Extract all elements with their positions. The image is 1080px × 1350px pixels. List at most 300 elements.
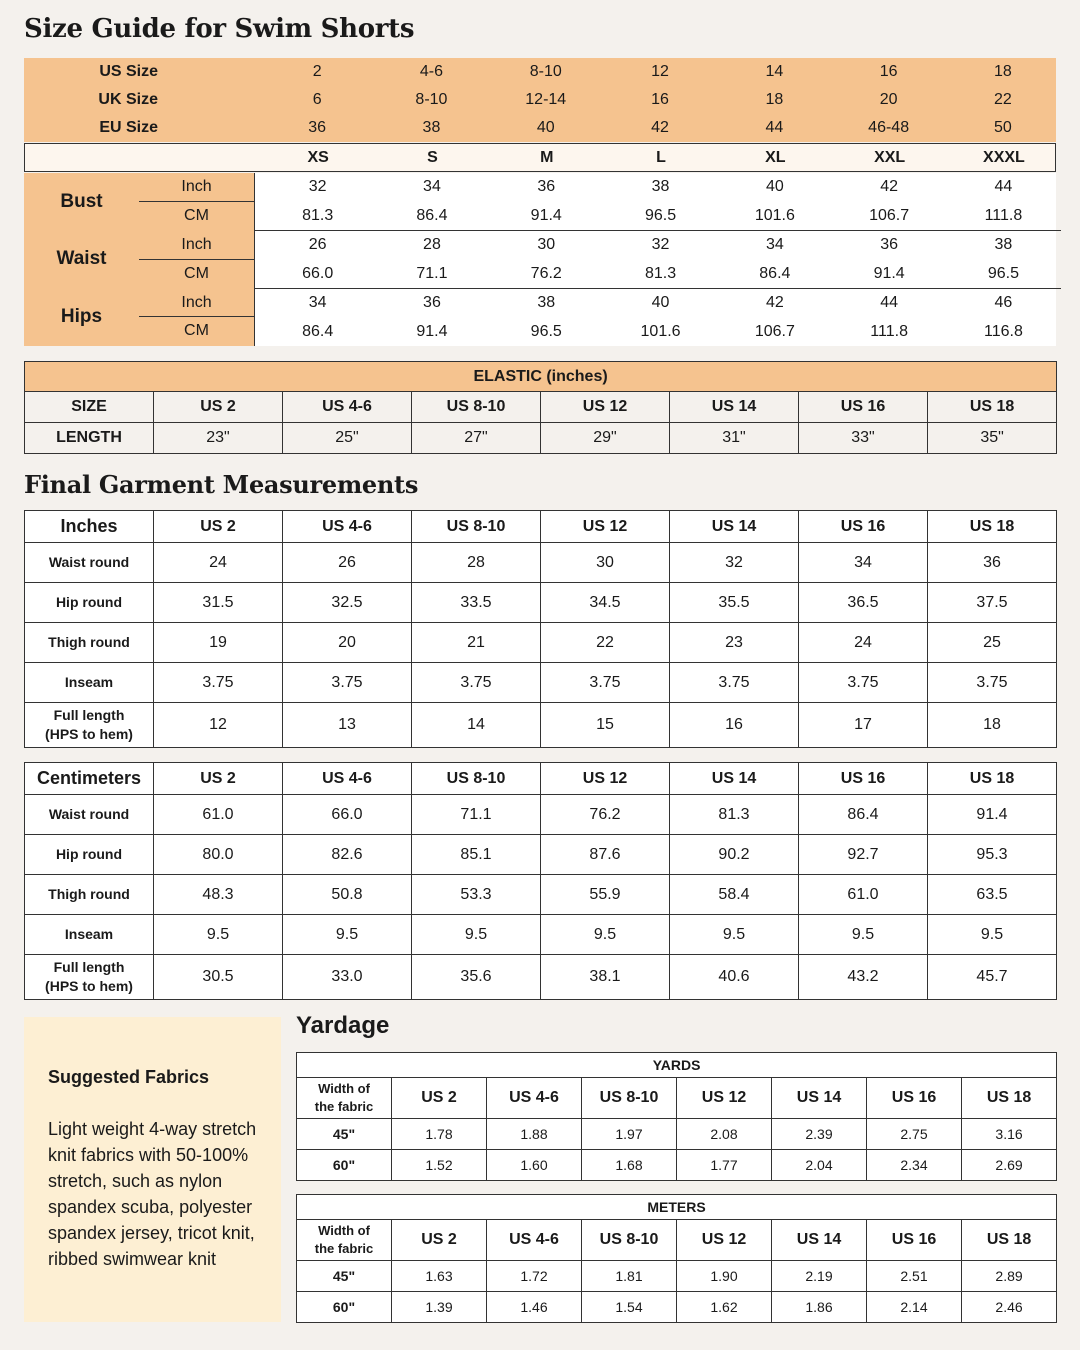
value-cell: 42 bbox=[765, 294, 784, 312]
length-cell: 29" bbox=[541, 423, 670, 454]
value-cell: 36 bbox=[928, 543, 1057, 583]
size-conversion-table bbox=[24, 58, 1056, 142]
table-row bbox=[25, 915, 1057, 955]
us-size-label: US Size bbox=[99, 63, 158, 80]
value-cell: 36 bbox=[537, 178, 556, 196]
size-header: US 14 bbox=[670, 763, 799, 795]
cm-label: CM bbox=[184, 264, 209, 282]
value-cell: 111.8 bbox=[870, 322, 908, 340]
header-row bbox=[25, 763, 1057, 795]
us-size-cell: 14 bbox=[765, 63, 784, 80]
size-header: US 8-10 bbox=[582, 1220, 677, 1261]
length-cell: 35" bbox=[928, 423, 1057, 454]
length-cell: 33" bbox=[799, 423, 928, 454]
letter-size-row bbox=[24, 143, 1056, 172]
value-cell: 1.60 bbox=[487, 1150, 582, 1181]
length-cell: 31" bbox=[670, 423, 799, 454]
uk-size-cell: 20 bbox=[879, 91, 898, 108]
value-cell: 2.51 bbox=[867, 1261, 962, 1292]
row-label: Hip round bbox=[25, 835, 154, 875]
value-cell: 91.4 bbox=[416, 322, 448, 340]
value-cell: 85.1 bbox=[412, 835, 541, 875]
size-header: US 16 bbox=[867, 1078, 962, 1119]
size-header: US 14 bbox=[670, 511, 799, 543]
value-cell: 32 bbox=[308, 178, 327, 196]
value-cell: 80.0 bbox=[154, 835, 283, 875]
value-cell: 55.9 bbox=[541, 875, 670, 915]
value-cell: 81.3 bbox=[261, 201, 375, 230]
value-cell: 43.2 bbox=[799, 955, 928, 1000]
value-cell: 3.75 bbox=[799, 663, 928, 703]
value-cell: 9.5 bbox=[283, 915, 412, 955]
value-cell: 48.3 bbox=[154, 875, 283, 915]
table-row bbox=[297, 1150, 1057, 1181]
value-cell: 81.3 bbox=[603, 259, 717, 288]
table-row bbox=[25, 623, 1057, 663]
measurement-values bbox=[254, 173, 1056, 346]
value-cell: 24 bbox=[154, 543, 283, 583]
row-label bbox=[25, 703, 154, 748]
size-header: US 2 bbox=[392, 1220, 487, 1261]
inch-label: Inch bbox=[181, 178, 212, 196]
value-cell: 2.14 bbox=[867, 1292, 962, 1323]
value-cell: 3.75 bbox=[154, 663, 283, 703]
value-cell: 34 bbox=[423, 178, 441, 196]
table-row bbox=[25, 543, 1057, 583]
value-cell: 23 bbox=[670, 623, 799, 663]
value-cell: 34 bbox=[799, 543, 928, 583]
row-label: Inseam bbox=[25, 915, 154, 955]
value-cell: 2.46 bbox=[962, 1292, 1057, 1323]
value-cell: 1.54 bbox=[582, 1292, 677, 1323]
value-cell: 95.3 bbox=[928, 835, 1057, 875]
value-cell: 3.75 bbox=[670, 663, 799, 703]
letter-size-cell: XL bbox=[765, 148, 786, 166]
size-header: US 18 bbox=[928, 392, 1057, 423]
size-header: US 8-10 bbox=[412, 763, 541, 795]
value-cell: 9.5 bbox=[412, 915, 541, 955]
value-cell: 106.7 bbox=[832, 201, 946, 230]
eu-size-label: EU Size bbox=[99, 119, 158, 136]
row-label-line: Full length bbox=[53, 707, 125, 723]
value-cell: 76.2 bbox=[541, 795, 670, 835]
value-cell: 45.7 bbox=[928, 955, 1057, 1000]
value-cell: 26 bbox=[283, 543, 412, 583]
us-size-cell: 16 bbox=[879, 63, 898, 80]
letter-size-cell: XXL bbox=[874, 148, 906, 166]
yards-caption: YARDS bbox=[297, 1053, 1057, 1078]
header-row bbox=[297, 1078, 1057, 1119]
cm-label: CM bbox=[184, 207, 209, 225]
value-cell: 30.5 bbox=[154, 955, 283, 1000]
row-label bbox=[25, 955, 154, 1000]
value-cell: 2.89 bbox=[962, 1261, 1057, 1292]
value-cell: 1.90 bbox=[677, 1261, 772, 1292]
eu-size-cell: 40 bbox=[536, 119, 555, 136]
size-header: US 8-10 bbox=[412, 511, 541, 543]
bust-group bbox=[24, 173, 254, 231]
value-cell: 26 bbox=[308, 236, 327, 254]
value-cell: 9.5 bbox=[928, 915, 1057, 955]
us-size-cell: 4-6 bbox=[419, 63, 443, 80]
length-label: LENGTH bbox=[25, 423, 154, 454]
value-cell: 17 bbox=[799, 703, 928, 748]
size-header: US 4-6 bbox=[487, 1220, 582, 1261]
width-value: 45" bbox=[297, 1119, 392, 1150]
header-row bbox=[297, 1220, 1057, 1261]
value-cell: 86.4 bbox=[799, 795, 928, 835]
value-cell: 36 bbox=[880, 236, 899, 254]
width-value: 60" bbox=[297, 1150, 392, 1181]
waist-cm-row bbox=[255, 259, 1061, 288]
value-cell: 1.63 bbox=[392, 1261, 487, 1292]
size-header: US 14 bbox=[772, 1078, 867, 1119]
size-header: US 14 bbox=[772, 1220, 867, 1261]
value-cell: 2.34 bbox=[867, 1150, 962, 1181]
eu-size-cell: 46-48 bbox=[868, 119, 910, 136]
value-cell: 36.5 bbox=[799, 583, 928, 623]
value-cell: 19 bbox=[154, 623, 283, 663]
header-row bbox=[25, 511, 1057, 543]
letter-size-cell: XXXL bbox=[983, 148, 1025, 166]
value-cell: 15 bbox=[541, 703, 670, 748]
inch-label: Inch bbox=[181, 235, 212, 253]
size-header: US 4-6 bbox=[487, 1078, 582, 1119]
value-cell: 63.5 bbox=[928, 875, 1057, 915]
value-cell: 38 bbox=[537, 294, 556, 312]
width-label-line: Width of bbox=[318, 1223, 370, 1238]
elastic-title: ELASTIC (inches) bbox=[25, 362, 1057, 392]
uk-size-cell: 22 bbox=[994, 91, 1012, 108]
value-cell: 86.4 bbox=[302, 322, 334, 340]
size-header: US 18 bbox=[928, 511, 1057, 543]
hips-label: Hips bbox=[60, 305, 103, 327]
size-header: US 18 bbox=[928, 763, 1057, 795]
eu-size-cell: 38 bbox=[422, 119, 441, 136]
letter-size-cell: XS bbox=[307, 148, 329, 166]
value-cell: 25 bbox=[928, 623, 1057, 663]
value-cell: 32 bbox=[651, 236, 670, 254]
value-cell: 86.4 bbox=[375, 201, 489, 230]
elastic-length-row bbox=[25, 423, 1057, 454]
value-cell: 32 bbox=[670, 543, 799, 583]
value-cell: 33.5 bbox=[412, 583, 541, 623]
size-header: US 8-10 bbox=[582, 1078, 677, 1119]
uk-size-cell: 6 bbox=[312, 91, 322, 108]
value-cell: 101.6 bbox=[640, 322, 681, 340]
size-header: US 16 bbox=[867, 1220, 962, 1261]
row-label-line: (HPS to hem) bbox=[45, 978, 133, 994]
size-header: US 12 bbox=[677, 1078, 772, 1119]
length-cell: 27" bbox=[412, 423, 541, 454]
value-cell: 3.75 bbox=[928, 663, 1057, 703]
value-cell: 9.5 bbox=[541, 915, 670, 955]
table-row bbox=[25, 663, 1057, 703]
width-label bbox=[297, 1078, 392, 1119]
value-cell: 2.75 bbox=[867, 1119, 962, 1150]
us-size-cell: 12 bbox=[651, 63, 669, 80]
eu-size-cell: 50 bbox=[994, 119, 1012, 136]
value-cell: 116.8 bbox=[984, 322, 1023, 340]
length-cell: 25" bbox=[283, 423, 412, 454]
measurement-labels bbox=[24, 173, 254, 346]
value-cell: 35.6 bbox=[412, 955, 541, 1000]
eu-size-row bbox=[24, 114, 1060, 142]
value-cell: 101.6 bbox=[718, 201, 832, 230]
row-label: Inseam bbox=[25, 663, 154, 703]
size-header: US 4-6 bbox=[283, 511, 412, 543]
uk-size-row bbox=[24, 86, 1060, 114]
value-cell: 13 bbox=[283, 703, 412, 748]
table-row bbox=[25, 875, 1057, 915]
size-label: SIZE bbox=[25, 392, 154, 423]
value-cell: 86.4 bbox=[718, 259, 832, 288]
value-cell: 44 bbox=[994, 178, 1013, 196]
value-cell: 32.5 bbox=[283, 583, 412, 623]
value-cell: 96.5 bbox=[946, 259, 1060, 288]
table-row bbox=[25, 795, 1057, 835]
size-header: US 12 bbox=[541, 511, 670, 543]
size-header: US 2 bbox=[392, 1078, 487, 1119]
value-cell: 50.8 bbox=[283, 875, 412, 915]
width-label-line: the fabric bbox=[314, 1241, 374, 1256]
bust-inch-row bbox=[255, 173, 1061, 201]
width-label bbox=[297, 1220, 392, 1261]
value-cell: 20 bbox=[283, 623, 412, 663]
elastic-table bbox=[24, 361, 1056, 454]
uk-size-cell: 12-14 bbox=[525, 91, 567, 108]
value-cell: 1.78 bbox=[392, 1119, 487, 1150]
uk-size-cell: 8-10 bbox=[415, 91, 448, 108]
value-cell: 1.39 bbox=[392, 1292, 487, 1323]
size-header: US 12 bbox=[541, 392, 670, 423]
hips-inch-row bbox=[255, 289, 1061, 318]
fabrics-heading: Suggested Fabrics bbox=[48, 1067, 210, 1087]
fabrics-text: Light weight 4-way stretch knit fabrics with 50-100% stretch, such as nylon spandex scuba, polyester spandex jersey, tricot knit, ribbed swimwear knit bbox=[48, 1119, 257, 1269]
value-cell: 87.6 bbox=[541, 835, 670, 875]
value-cell: 81.3 bbox=[670, 795, 799, 835]
size-header: US 2 bbox=[154, 511, 283, 543]
value-cell: 90.2 bbox=[670, 835, 799, 875]
hips-cm-row bbox=[255, 318, 1061, 346]
centimeters-label: Centimeters bbox=[25, 763, 154, 795]
length-cell: 23" bbox=[154, 423, 283, 454]
value-cell: 91.4 bbox=[489, 201, 603, 230]
width-value: 45" bbox=[297, 1261, 392, 1292]
value-cell: 3.75 bbox=[412, 663, 541, 703]
waist-inch-row bbox=[255, 230, 1061, 259]
bust-label: Bust bbox=[60, 190, 103, 212]
value-cell: 53.3 bbox=[412, 875, 541, 915]
elastic-size-row bbox=[25, 392, 1057, 423]
inch-label: Inch bbox=[181, 293, 212, 311]
us-size-row bbox=[24, 58, 1060, 86]
value-cell: 34 bbox=[308, 294, 327, 312]
size-header: US 12 bbox=[677, 1220, 772, 1261]
row-label: Waist round bbox=[25, 543, 154, 583]
value-cell: 82.6 bbox=[283, 835, 412, 875]
size-header: US 4-6 bbox=[283, 392, 412, 423]
value-cell: 2.19 bbox=[772, 1261, 867, 1292]
suggested-fabrics-panel bbox=[24, 1017, 281, 1322]
centimeters-table bbox=[24, 762, 1056, 1000]
value-cell: 35.5 bbox=[670, 583, 799, 623]
waist-group bbox=[24, 231, 254, 289]
letter-size-cell: S bbox=[427, 148, 438, 166]
yards-table bbox=[296, 1052, 1056, 1181]
cm-label: CM bbox=[184, 322, 209, 340]
value-cell: 46 bbox=[994, 294, 1013, 312]
width-label-line: the fabric bbox=[314, 1099, 374, 1114]
table-row bbox=[25, 955, 1057, 1000]
yardage-title: Yardage bbox=[296, 1012, 390, 1039]
value-cell: 9.5 bbox=[799, 915, 928, 955]
table-row bbox=[25, 583, 1057, 623]
size-header: US 2 bbox=[154, 763, 283, 795]
table-row bbox=[297, 1292, 1057, 1323]
value-cell: 24 bbox=[799, 623, 928, 663]
size-header: US 16 bbox=[799, 763, 928, 795]
value-cell: 96.5 bbox=[603, 201, 717, 230]
size-header: US 4-6 bbox=[283, 763, 412, 795]
value-cell: 2.08 bbox=[677, 1119, 772, 1150]
eu-size-cell: 44 bbox=[765, 119, 784, 136]
value-cell: 40.6 bbox=[670, 955, 799, 1000]
value-cell: 34.5 bbox=[541, 583, 670, 623]
value-cell: 18 bbox=[928, 703, 1057, 748]
value-cell: 71.1 bbox=[375, 259, 489, 288]
uk-size-cell: 16 bbox=[651, 91, 669, 108]
value-cell: 14 bbox=[412, 703, 541, 748]
us-size-cell: 2 bbox=[312, 63, 322, 80]
uk-size-label: UK Size bbox=[98, 91, 158, 108]
value-cell: 36 bbox=[423, 294, 441, 312]
value-cell: 66.0 bbox=[283, 795, 412, 835]
value-cell: 106.7 bbox=[754, 322, 795, 340]
value-cell: 2.69 bbox=[962, 1150, 1057, 1181]
value-cell: 66.0 bbox=[261, 259, 375, 288]
value-cell: 2.04 bbox=[772, 1150, 867, 1181]
waist-label: Waist bbox=[56, 248, 107, 270]
value-cell: 92.7 bbox=[799, 835, 928, 875]
value-cell: 40 bbox=[765, 178, 784, 196]
table-row bbox=[297, 1119, 1057, 1150]
value-cell: 61.0 bbox=[154, 795, 283, 835]
value-cell: 61.0 bbox=[799, 875, 928, 915]
letter-size-cell: M bbox=[540, 148, 554, 166]
value-cell: 38.1 bbox=[541, 955, 670, 1000]
value-cell: 31.5 bbox=[154, 583, 283, 623]
value-cell: 40 bbox=[651, 294, 670, 312]
value-cell: 9.5 bbox=[154, 915, 283, 955]
value-cell: 9.5 bbox=[670, 915, 799, 955]
row-label: Thigh round bbox=[25, 875, 154, 915]
eu-size-cell: 36 bbox=[308, 119, 327, 136]
body-measurements-table bbox=[24, 173, 1056, 346]
value-cell: 1.88 bbox=[487, 1119, 582, 1150]
size-header: US 12 bbox=[541, 763, 670, 795]
value-cell: 3.75 bbox=[541, 663, 670, 703]
letter-size-cell: L bbox=[656, 148, 666, 166]
value-cell: 1.62 bbox=[677, 1292, 772, 1323]
value-cell: 44 bbox=[880, 294, 899, 312]
table-row bbox=[25, 835, 1057, 875]
value-cell: 16 bbox=[670, 703, 799, 748]
size-header: US 16 bbox=[799, 511, 928, 543]
value-cell: 12 bbox=[154, 703, 283, 748]
value-cell: 1.52 bbox=[392, 1150, 487, 1181]
final-garment-title: Final Garment Measurements bbox=[24, 470, 419, 499]
table-row bbox=[297, 1261, 1057, 1292]
bust-cm-row bbox=[255, 201, 1061, 230]
hips-group bbox=[24, 288, 254, 346]
value-cell: 1.77 bbox=[677, 1150, 772, 1181]
row-label: Waist round bbox=[25, 795, 154, 835]
value-cell: 1.86 bbox=[772, 1292, 867, 1323]
size-header: US 18 bbox=[962, 1220, 1057, 1261]
value-cell: 37.5 bbox=[928, 583, 1057, 623]
meters-caption: METERS bbox=[297, 1195, 1057, 1220]
value-cell: 38 bbox=[651, 178, 670, 196]
value-cell: 91.4 bbox=[928, 795, 1057, 835]
row-label: Thigh round bbox=[25, 623, 154, 663]
inches-table bbox=[24, 510, 1056, 748]
size-header: US 18 bbox=[962, 1078, 1057, 1119]
value-cell: 28 bbox=[412, 543, 541, 583]
value-cell: 38 bbox=[994, 236, 1013, 254]
value-cell: 34 bbox=[765, 236, 784, 254]
value-cell: 28 bbox=[423, 236, 441, 254]
value-cell: 58.4 bbox=[670, 875, 799, 915]
row-label-line: (HPS to hem) bbox=[45, 726, 133, 742]
size-header: US 2 bbox=[154, 392, 283, 423]
value-cell: 1.46 bbox=[487, 1292, 582, 1323]
value-cell: 76.2 bbox=[489, 259, 603, 288]
value-cell: 111.8 bbox=[946, 201, 1060, 230]
value-cell: 42 bbox=[880, 178, 899, 196]
value-cell: 21 bbox=[412, 623, 541, 663]
value-cell: 1.97 bbox=[582, 1119, 677, 1150]
eu-size-cell: 42 bbox=[651, 119, 669, 136]
value-cell: 3.16 bbox=[962, 1119, 1057, 1150]
us-size-cell: 18 bbox=[994, 63, 1012, 80]
value-cell: 1.72 bbox=[487, 1261, 582, 1292]
value-cell: 30 bbox=[537, 236, 556, 254]
value-cell: 96.5 bbox=[530, 322, 562, 340]
width-value: 60" bbox=[297, 1292, 392, 1323]
width-label-line: Width of bbox=[318, 1081, 370, 1096]
inches-label: Inches bbox=[25, 511, 154, 543]
size-header: US 16 bbox=[799, 392, 928, 423]
value-cell: 22 bbox=[541, 623, 670, 663]
size-header: US 14 bbox=[670, 392, 799, 423]
us-size-cell: 8-10 bbox=[529, 63, 562, 80]
value-cell: 3.75 bbox=[283, 663, 412, 703]
value-cell: 30 bbox=[541, 543, 670, 583]
meters-table bbox=[296, 1194, 1056, 1323]
value-cell: 71.1 bbox=[412, 795, 541, 835]
value-cell: 1.68 bbox=[582, 1150, 677, 1181]
value-cell: 1.81 bbox=[582, 1261, 677, 1292]
size-header: US 8-10 bbox=[412, 392, 541, 423]
page-title: Size Guide for Swim Shorts bbox=[24, 14, 415, 44]
value-cell: 33.0 bbox=[283, 955, 412, 1000]
value-cell: 2.39 bbox=[772, 1119, 867, 1150]
table-row bbox=[25, 703, 1057, 748]
uk-size-cell: 18 bbox=[765, 91, 784, 108]
value-cell: 91.4 bbox=[832, 259, 946, 288]
row-label: Hip round bbox=[25, 583, 154, 623]
